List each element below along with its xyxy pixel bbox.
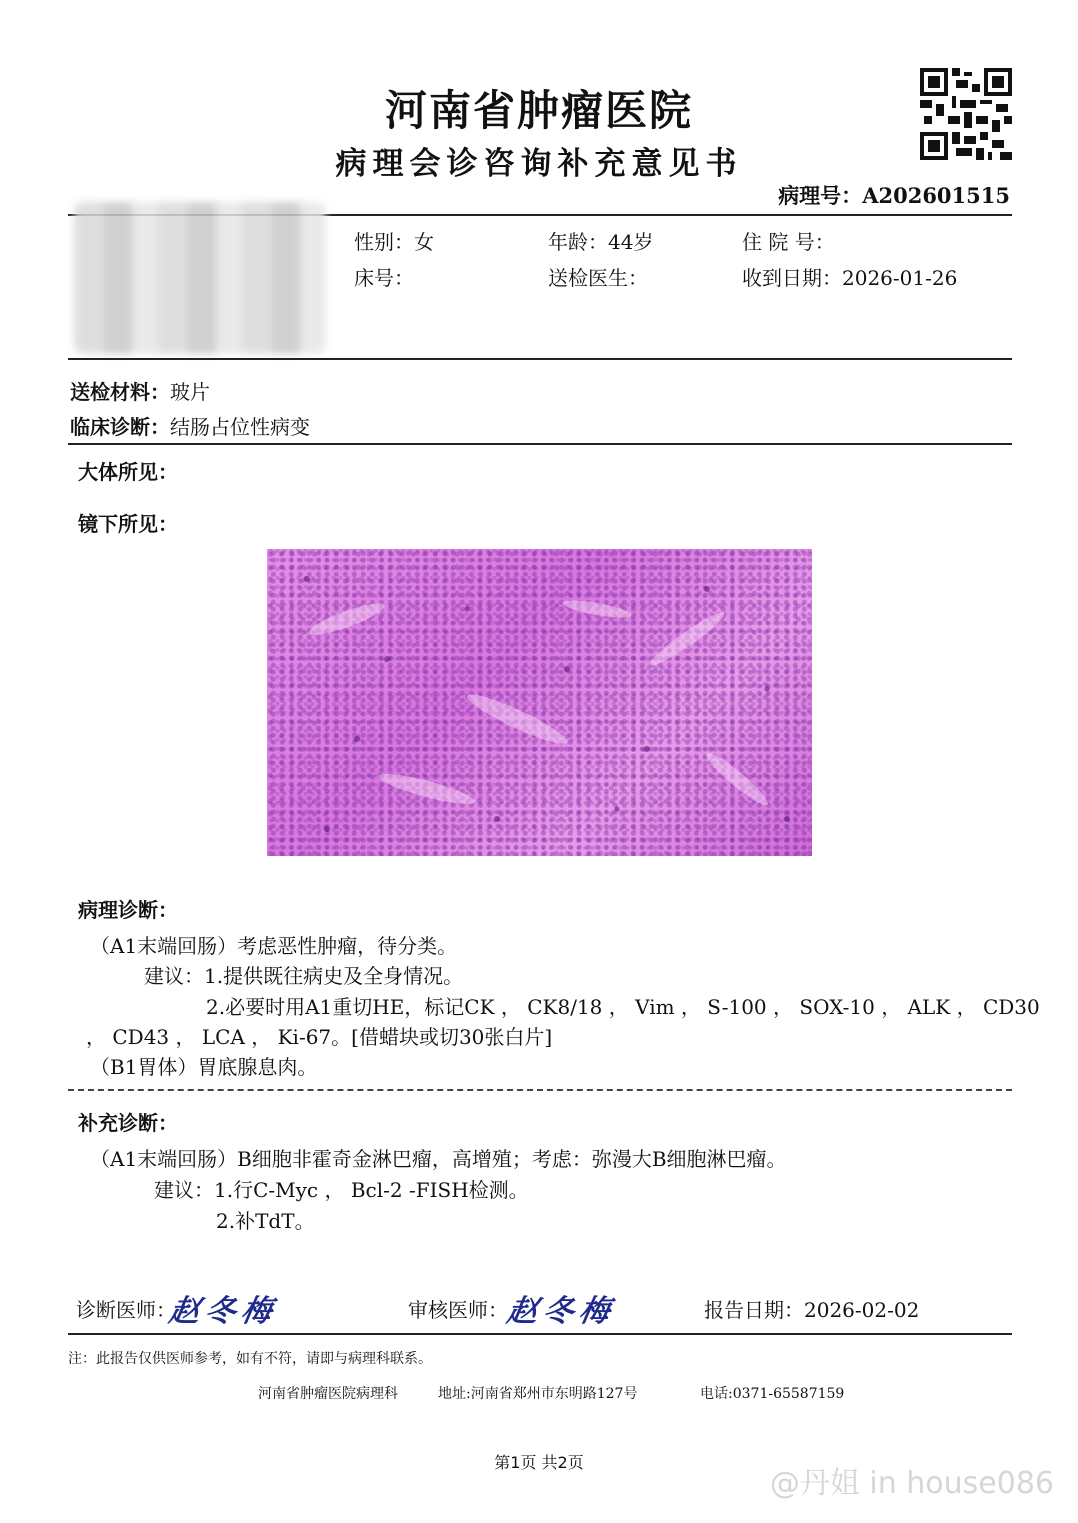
report-date: 报告日期：2026-02-02 xyxy=(704,1298,920,1322)
watermark: @丹姐 in house086 xyxy=(769,1466,1054,1501)
disclaimer-note: 注：此报告仅供医师参考，如有不符，请即与病理科联系。 xyxy=(68,1351,432,1367)
referring-doctor-field: 送检医生： xyxy=(548,266,648,290)
specimen-material-value: 玻片 xyxy=(170,380,210,404)
gross-findings-label: 大体所见： xyxy=(78,460,178,484)
divider xyxy=(68,358,1012,360)
redacted-patient-name xyxy=(74,202,326,354)
hospital-name: 河南省肿瘤医院 xyxy=(384,86,693,135)
diagnosis-line: ， CD43 ， LCA ， Ki-67。[借蜡块或切30张白片] xyxy=(86,1025,553,1049)
department-address: 地址:河南省郑州市东明路127号 xyxy=(438,1386,638,1402)
supplement-line: 2.补TdT。 xyxy=(216,1209,315,1233)
reviewing-doctor-label: 审核医师： xyxy=(408,1298,508,1322)
microscopic-findings-label: 镜下所见： xyxy=(78,512,178,536)
pathology-number xyxy=(778,180,1010,210)
clinical-diagnosis-label: 临床诊断： xyxy=(70,415,170,439)
specimen-material-label: 送检材料： xyxy=(70,380,170,404)
diagnosis-line: （A1末端回肠）考虑恶性肿瘤，待分类。 xyxy=(90,934,458,958)
histology-slide-image xyxy=(267,549,812,856)
inpatient-number-field: 住 院 号： xyxy=(742,230,835,254)
report-title: 病理会诊咨询补充意见书 xyxy=(335,146,743,182)
divider xyxy=(68,1333,1012,1335)
divider xyxy=(68,443,1012,445)
supplement-line: （A1末端回肠）B细胞非霍奇金淋巴瘤，高增殖；考虑：弥漫大B细胞淋巴瘤。 xyxy=(90,1147,787,1171)
diagnosis-line: 建议：1.提供既往病史及全身情况。 xyxy=(144,964,464,988)
gender-field: 性别：女 xyxy=(354,230,434,254)
diagnosis-line: （B1胃体）胃底腺息肉。 xyxy=(90,1055,318,1079)
supplementary-diagnosis-label: 补充诊断： xyxy=(78,1111,178,1135)
pathology-diagnosis-label: 病理诊断： xyxy=(78,898,178,922)
diagnosing-doctor-label: 诊断医师： xyxy=(76,1298,176,1322)
department-phone: 电话:0371-65587159 xyxy=(700,1386,845,1402)
diagnosing-doctor-signature: 赵冬梅 xyxy=(166,1294,281,1329)
reviewing-doctor-signature: 赵冬梅 xyxy=(504,1294,619,1329)
bed-number-field: 床号： xyxy=(354,266,414,290)
dashed-divider xyxy=(68,1089,1012,1091)
qr-code-icon xyxy=(920,68,1012,160)
pathology-number-label: 病理号： xyxy=(778,183,863,208)
received-date-field: 收到日期：2026-01-26 xyxy=(742,266,958,290)
department-name: 河南省肿瘤医院病理科 xyxy=(258,1386,398,1402)
clinical-diagnosis-value: 结肠占位性病变 xyxy=(170,415,310,439)
specimen-material xyxy=(70,376,210,405)
supplement-line: 建议：1.行C-Myc ， Bcl-2 -FISH检测。 xyxy=(154,1178,529,1202)
clinical-diagnosis xyxy=(70,411,310,440)
page-number: 第1页 共2页 xyxy=(494,1453,584,1472)
pathology-number-value: A202601515 xyxy=(862,183,1010,208)
age-field: 年龄：44岁 xyxy=(548,230,654,254)
diagnosis-line: 2.必要时用A1重切HE，标记CK ， CK8/18 ， Vim ， S-100 ， SOX-10 ， ALK ， CD30 xyxy=(206,995,1040,1019)
